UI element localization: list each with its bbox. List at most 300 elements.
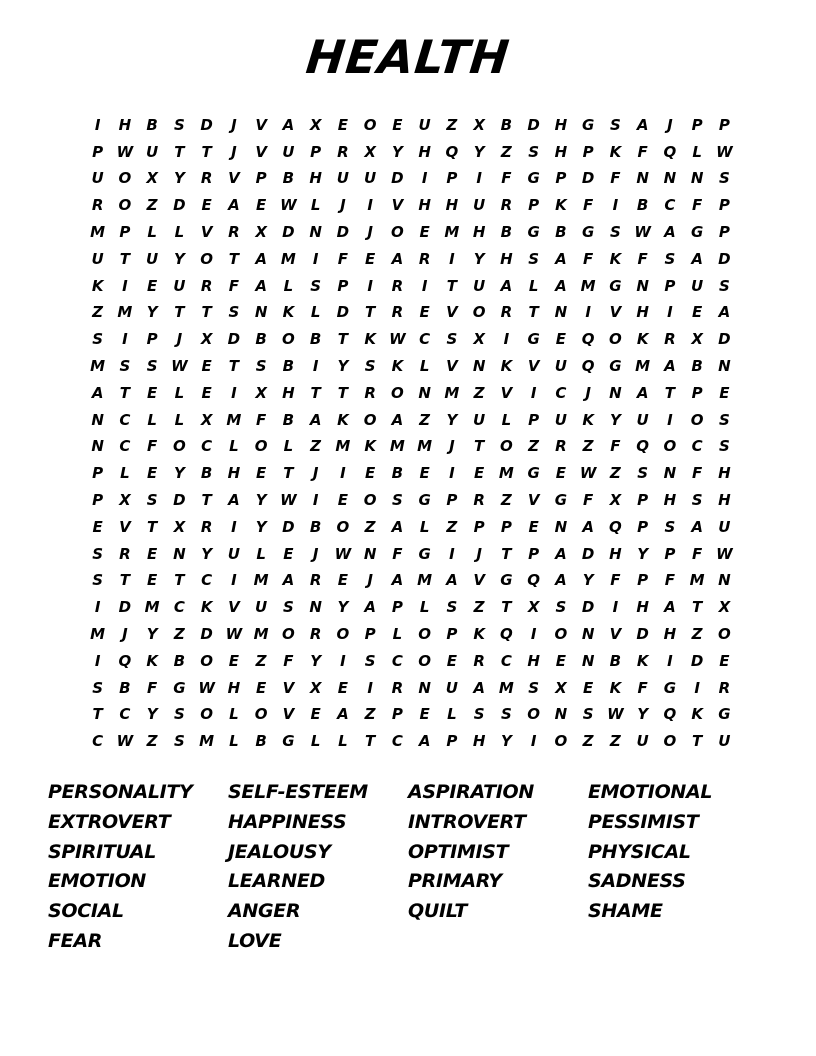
grid-letter[interactable]: Y [173, 464, 185, 483]
grid-letter[interactable]: H [227, 464, 241, 483]
grid-letter[interactable]: N [309, 223, 322, 242]
grid-letter[interactable]: E [337, 571, 348, 590]
grid-letter[interactable]: U [554, 410, 567, 429]
grid-letter[interactable]: K [500, 357, 513, 376]
grid-letter[interactable]: C [119, 410, 131, 429]
grid-letter[interactable]: E [337, 678, 348, 697]
grid-letter[interactable]: F [583, 249, 594, 268]
grid-letter[interactable]: P [92, 142, 104, 161]
grid-letter[interactable]: P [664, 276, 676, 295]
grid-letter[interactable]: Z [364, 705, 376, 724]
grid-letter[interactable]: S [228, 303, 240, 322]
grid-letter[interactable]: P [255, 169, 267, 188]
grid-letter[interactable]: A [228, 491, 240, 510]
grid-letter[interactable]: J [176, 330, 183, 349]
grid-letter[interactable]: P [718, 196, 730, 215]
grid-letter[interactable]: K [691, 705, 703, 724]
grid-letter[interactable]: I [449, 464, 455, 483]
grid-letter[interactable]: O [554, 732, 568, 751]
grid-letter[interactable]: N [581, 625, 595, 644]
grid-letter[interactable]: P [637, 491, 649, 510]
grid-letter[interactable]: M [417, 571, 433, 590]
grid-letter[interactable]: I [530, 383, 537, 402]
grid-letter[interactable]: I [667, 410, 673, 429]
grid-letter[interactable]: J [367, 571, 373, 590]
grid-letter[interactable]: X [200, 410, 213, 429]
grid-letter[interactable]: T [692, 598, 703, 617]
grid-letter[interactable]: D [581, 169, 595, 188]
grid-letter[interactable]: V [255, 115, 267, 134]
grid-letter[interactable]: A [391, 249, 404, 268]
grid-letter[interactable]: V [255, 142, 267, 161]
grid-letter[interactable]: X [309, 115, 322, 134]
grid-letter[interactable]: S [528, 249, 540, 268]
grid-letter[interactable]: C [119, 437, 131, 456]
grid-letter[interactable]: J [476, 544, 482, 563]
grid-letter[interactable]: P [637, 571, 649, 590]
grid-letter[interactable]: M [226, 410, 242, 429]
grid-letter[interactable]: C [664, 196, 676, 215]
grid-letter[interactable]: T [337, 383, 348, 402]
grid-letter[interactable]: N [91, 437, 104, 456]
grid-letter[interactable]: W [716, 544, 733, 563]
grid-letter[interactable]: Y [473, 142, 485, 161]
grid-letter[interactable]: W [579, 464, 597, 483]
grid-letter[interactable]: F [637, 678, 648, 697]
grid-letter[interactable]: W [116, 142, 134, 161]
grid-letter[interactable]: S [173, 705, 185, 724]
grid-letter[interactable]: A [691, 517, 703, 536]
grid-letter[interactable]: C [92, 732, 104, 751]
grid-letter[interactable]: F [501, 169, 512, 188]
grid-letter[interactable]: H [227, 678, 241, 697]
grid-letter[interactable]: B [255, 732, 267, 751]
grid-letter[interactable]: X [609, 491, 622, 510]
grid-letter[interactable]: Y [337, 598, 349, 617]
grid-letter[interactable]: O [200, 705, 213, 724]
grid-letter[interactable]: J [312, 464, 319, 483]
grid-letter[interactable]: A [337, 705, 349, 724]
grid-letter[interactable]: F [228, 276, 239, 295]
grid-letter[interactable]: A [636, 115, 649, 134]
grid-letter[interactable]: S [391, 491, 403, 510]
grid-letter[interactable]: O [336, 625, 350, 644]
grid-letter[interactable]: Z [446, 115, 458, 134]
grid-letter[interactable]: R [391, 276, 404, 295]
grid-letter[interactable]: U [227, 544, 240, 563]
grid-letter[interactable]: G [609, 357, 622, 376]
grid-letter[interactable]: B [309, 517, 322, 536]
grid-letter[interactable]: G [581, 223, 595, 242]
grid-letter[interactable]: T [228, 357, 239, 376]
grid-letter[interactable]: T [147, 517, 158, 536]
grid-letter[interactable]: R [500, 196, 513, 215]
grid-letter[interactable]: I [231, 383, 237, 402]
grid-letter[interactable]: B [555, 223, 567, 242]
grid-letter[interactable]: S [446, 598, 458, 617]
grid-letter[interactable]: F [637, 142, 648, 161]
grid-letter[interactable]: N [663, 169, 677, 188]
grid-letter[interactable]: R [200, 276, 213, 295]
grid-letter[interactable]: H [718, 491, 731, 510]
grid-letter[interactable]: S [364, 651, 376, 670]
grid-letter[interactable]: S [691, 491, 703, 510]
grid-letter[interactable]: N [472, 357, 486, 376]
grid-letter[interactable]: T [201, 142, 212, 161]
grid-letter[interactable]: E [365, 464, 376, 483]
grid-letter[interactable]: T [365, 303, 376, 322]
grid-letter[interactable]: S [664, 249, 676, 268]
grid-letter[interactable]: D [581, 598, 595, 617]
grid-letter[interactable]: N [636, 169, 649, 188]
grid-letter[interactable]: L [256, 544, 266, 563]
grid-letter[interactable]: B [391, 464, 404, 483]
grid-letter[interactable]: S [637, 464, 649, 483]
grid-letter[interactable]: I [94, 115, 101, 134]
grid-letter[interactable]: S [310, 276, 322, 295]
grid-letter[interactable]: V [391, 196, 404, 215]
grid-letter[interactable]: A [391, 571, 404, 590]
grid-letter[interactable]: M [389, 437, 405, 456]
grid-letter[interactable]: X [364, 142, 376, 161]
grid-letter[interactable]: Z [446, 517, 458, 536]
grid-letter[interactable]: D [718, 249, 731, 268]
grid-letter[interactable]: U [473, 196, 486, 215]
grid-letter[interactable]: T [337, 330, 348, 349]
grid-letter[interactable]: V [282, 705, 295, 724]
grid-letter[interactable]: O [527, 705, 540, 724]
grid-letter[interactable]: M [444, 223, 460, 242]
grid-letter[interactable]: U [91, 249, 104, 268]
grid-letter[interactable]: T [201, 303, 212, 322]
grid-letter[interactable]: E [555, 651, 566, 670]
grid-letter[interactable]: E [310, 705, 321, 724]
grid-letter[interactable]: Z [173, 625, 185, 644]
grid-letter[interactable]: D [118, 598, 132, 617]
grid-letter[interactable]: L [147, 410, 157, 429]
grid-letter[interactable]: U [146, 142, 159, 161]
grid-letter[interactable]: P [637, 517, 649, 536]
grid-letter[interactable]: N [418, 383, 431, 402]
grid-letter[interactable]: F [337, 249, 348, 268]
grid-letter[interactable]: M [498, 464, 514, 483]
grid-letter[interactable]: P [691, 115, 703, 134]
grid-letter[interactable]: M [498, 678, 514, 697]
grid-letter[interactable]: L [419, 357, 430, 376]
grid-letter[interactable]: K [582, 410, 594, 429]
grid-letter[interactable]: Y [146, 303, 158, 322]
grid-letter[interactable]: C [391, 651, 403, 670]
grid-letter[interactable]: E [147, 383, 158, 402]
grid-letter[interactable]: H [309, 169, 322, 188]
grid-letter[interactable]: E [365, 249, 376, 268]
grid-letter[interactable]: S [718, 410, 730, 429]
grid-letter[interactable]: E [256, 678, 267, 697]
grid-letter[interactable]: Y [391, 142, 403, 161]
grid-letter[interactable]: V [609, 303, 622, 322]
grid-letter[interactable]: L [229, 437, 239, 456]
grid-letter[interactable]: G [581, 115, 595, 134]
grid-letter[interactable]: P [310, 142, 322, 161]
grid-letter[interactable]: P [119, 223, 131, 242]
grid-letter[interactable]: P [582, 142, 594, 161]
grid-letter[interactable]: H [554, 115, 568, 134]
grid-letter[interactable]: E [337, 115, 348, 134]
grid-letter[interactable]: R [664, 330, 676, 349]
grid-letter[interactable]: K [636, 651, 649, 670]
grid-letter[interactable]: W [116, 732, 134, 751]
grid-letter[interactable]: O [690, 410, 704, 429]
grid-letter[interactable]: H [554, 142, 568, 161]
grid-letter[interactable]: W [607, 705, 624, 724]
grid-letter[interactable]: E [555, 330, 566, 349]
grid-letter[interactable]: A [664, 598, 676, 617]
grid-letter[interactable]: Y [146, 705, 158, 724]
grid-letter[interactable]: A [555, 571, 567, 590]
grid-letter[interactable]: W [634, 223, 651, 242]
grid-letter[interactable]: O [390, 383, 404, 402]
grid-letter[interactable]: T [446, 276, 457, 295]
grid-letter[interactable]: I [340, 651, 346, 670]
grid-letter[interactable]: G [554, 491, 568, 510]
grid-letter[interactable]: C [201, 437, 213, 456]
grid-letter[interactable]: Z [473, 383, 485, 402]
grid-letter[interactable]: M [117, 303, 133, 322]
grid-letter[interactable]: C [419, 330, 431, 349]
grid-letter[interactable]: U [636, 732, 649, 751]
grid-letter[interactable]: U [255, 598, 268, 617]
grid-letter[interactable]: W [716, 142, 733, 161]
grid-letter[interactable]: G [527, 464, 540, 483]
grid-letter[interactable]: B [500, 223, 513, 242]
grid-letter[interactable]: Z [609, 464, 621, 483]
grid-letter[interactable]: I [476, 169, 482, 188]
grid-letter[interactable]: K [282, 303, 295, 322]
grid-letter[interactable]: Z [255, 651, 267, 670]
grid-letter[interactable]: E [419, 464, 430, 483]
grid-letter[interactable]: R [91, 196, 104, 215]
grid-letter[interactable]: S [718, 169, 730, 188]
grid-letter[interactable]: U [636, 410, 649, 429]
grid-letter[interactable]: C [391, 732, 403, 751]
grid-letter[interactable]: C [173, 598, 185, 617]
grid-letter[interactable]: Y [310, 651, 322, 670]
grid-letter[interactable]: D [282, 223, 295, 242]
grid-letter[interactable]: G [718, 705, 731, 724]
grid-letter[interactable]: N [254, 303, 268, 322]
grid-letter[interactable]: A [418, 732, 431, 751]
grid-letter[interactable]: P [555, 169, 567, 188]
grid-letter[interactable]: K [337, 410, 349, 429]
grid-letter[interactable]: S [92, 330, 104, 349]
grid-letter[interactable]: E [419, 705, 430, 724]
grid-letter[interactable]: V [527, 491, 540, 510]
grid-letter[interactable]: F [692, 196, 703, 215]
grid-letter[interactable]: Z [582, 437, 594, 456]
grid-letter[interactable]: D [391, 169, 404, 188]
grid-letter[interactable]: L [147, 223, 157, 242]
grid-letter[interactable]: M [444, 383, 460, 402]
grid-letter[interactable]: H [609, 544, 622, 563]
grid-letter[interactable]: L [174, 223, 185, 242]
grid-letter[interactable]: V [119, 517, 131, 536]
grid-letter[interactable]: A [364, 598, 376, 617]
grid-letter[interactable]: A [555, 276, 567, 295]
grid-letter[interactable]: I [503, 330, 510, 349]
grid-letter[interactable]: J [312, 544, 319, 563]
grid-letter[interactable]: R [391, 303, 404, 322]
grid-letter[interactable]: Z [500, 142, 512, 161]
grid-letter[interactable]: N [636, 276, 649, 295]
grid-letter[interactable]: I [122, 330, 128, 349]
grid-letter[interactable]: U [554, 357, 567, 376]
grid-letter[interactable]: B [609, 651, 622, 670]
grid-letter[interactable]: I [231, 571, 237, 590]
grid-letter[interactable]: B [282, 357, 295, 376]
grid-letter[interactable]: P [391, 598, 403, 617]
grid-letter[interactable]: X [255, 223, 267, 242]
grid-letter[interactable]: B [500, 115, 513, 134]
grid-letter[interactable]: S [92, 571, 104, 590]
grid-letter[interactable]: G [173, 678, 186, 697]
grid-letter[interactable]: K [91, 276, 104, 295]
grid-letter[interactable]: E [92, 517, 103, 536]
grid-letter[interactable]: O [200, 651, 213, 670]
grid-letter[interactable]: W [389, 330, 406, 349]
grid-letter[interactable]: I [449, 249, 455, 268]
grid-letter[interactable]: B [200, 464, 213, 483]
grid-letter[interactable]: K [364, 330, 376, 349]
grid-letter[interactable]: L [419, 517, 430, 536]
grid-letter[interactable]: U [146, 249, 159, 268]
grid-letter[interactable]: I [367, 276, 373, 295]
grid-letter[interactable]: O [418, 651, 431, 670]
grid-letter[interactable]: E [147, 571, 158, 590]
grid-letter[interactable]: P [446, 625, 458, 644]
grid-letter[interactable]: T [365, 732, 376, 751]
grid-letter[interactable]: R [228, 223, 240, 242]
grid-letter[interactable]: N [718, 357, 731, 376]
grid-letter[interactable]: D [336, 223, 350, 242]
grid-letter[interactable]: E [201, 383, 212, 402]
grid-letter[interactable]: X [718, 598, 731, 617]
grid-letter[interactable]: O [118, 196, 132, 215]
grid-letter[interactable]: O [281, 330, 295, 349]
grid-letter[interactable]: F [610, 169, 621, 188]
grid-letter[interactable]: T [201, 491, 212, 510]
grid-letter[interactable]: E [719, 651, 730, 670]
grid-letter[interactable]: F [637, 249, 648, 268]
grid-letter[interactable]: Q [636, 437, 649, 456]
grid-letter[interactable]: J [231, 115, 237, 134]
grid-letter[interactable]: C [119, 705, 131, 724]
grid-letter[interactable]: X [119, 491, 131, 510]
grid-letter[interactable]: X [173, 517, 186, 536]
grid-letter[interactable]: B [691, 357, 703, 376]
grid-letter[interactable]: O [418, 625, 431, 644]
grid-letter[interactable]: N [690, 169, 704, 188]
grid-letter[interactable]: P [691, 383, 703, 402]
grid-letter[interactable]: A [718, 303, 731, 322]
grid-letter[interactable]: P [337, 276, 349, 295]
grid-letter[interactable]: D [173, 491, 186, 510]
grid-letter[interactable]: R [364, 383, 376, 402]
grid-letter[interactable]: P [92, 491, 104, 510]
grid-letter[interactable]: B [255, 330, 267, 349]
grid-letter[interactable]: E [419, 303, 430, 322]
grid-letter[interactable]: O [254, 437, 268, 456]
grid-letter[interactable]: I [367, 196, 373, 215]
grid-letter[interactable]: T [310, 383, 321, 402]
grid-letter[interactable]: Y [255, 491, 267, 510]
grid-letter[interactable]: N [91, 410, 104, 429]
grid-letter[interactable]: J [585, 383, 591, 402]
grid-letter[interactable]: G [609, 276, 622, 295]
grid-letter[interactable]: A [473, 678, 485, 697]
grid-letter[interactable]: N [554, 517, 568, 536]
grid-letter[interactable]: B [119, 678, 131, 697]
grid-letter[interactable]: I [585, 303, 591, 322]
grid-letter[interactable]: G [527, 169, 540, 188]
grid-letter[interactable]: D [636, 625, 649, 644]
grid-letter[interactable]: L [692, 142, 702, 161]
grid-letter[interactable]: E [201, 196, 212, 215]
grid-letter[interactable]: A [500, 276, 513, 295]
grid-letter[interactable]: M [280, 249, 296, 268]
grid-letter[interactable]: M [199, 732, 215, 751]
grid-letter[interactable]: Z [419, 410, 431, 429]
grid-letter[interactable]: R [473, 491, 485, 510]
grid-letter[interactable]: K [200, 598, 213, 617]
grid-letter[interactable]: H [472, 732, 486, 751]
grid-letter[interactable]: H [500, 249, 513, 268]
grid-letter[interactable]: P [500, 517, 512, 536]
grid-letter[interactable]: E [528, 517, 539, 536]
grid-letter[interactable]: K [391, 357, 404, 376]
grid-letter[interactable]: X [527, 598, 540, 617]
grid-letter[interactable]: H [527, 651, 540, 670]
grid-letter[interactable]: A [309, 410, 322, 429]
grid-letter[interactable]: I [367, 678, 373, 697]
grid-letter[interactable]: N [418, 678, 431, 697]
grid-letter[interactable]: N [663, 464, 677, 483]
grid-letter[interactable]: Z [310, 437, 322, 456]
grid-letter[interactable]: F [610, 437, 621, 456]
grid-letter[interactable]: F [283, 651, 294, 670]
grid-letter[interactable]: G [282, 732, 295, 751]
grid-letter[interactable]: S [92, 544, 104, 563]
grid-letter[interactable]: F [583, 491, 594, 510]
grid-letter[interactable]: O [499, 437, 513, 456]
grid-letter[interactable]: O [472, 303, 486, 322]
grid-letter[interactable]: T [92, 705, 103, 724]
grid-letter[interactable]: Q [608, 517, 622, 536]
grid-letter[interactable]: K [609, 142, 622, 161]
grid-letter[interactable]: D [227, 330, 241, 349]
grid-letter[interactable]: O [118, 169, 132, 188]
grid-letter[interactable]: E [555, 464, 566, 483]
grid-letter[interactable]: T [119, 249, 130, 268]
grid-letter[interactable]: O [172, 437, 186, 456]
grid-letter[interactable]: Y [255, 517, 267, 536]
grid-letter[interactable]: Z [364, 517, 376, 536]
grid-letter[interactable]: S [364, 357, 376, 376]
grid-letter[interactable]: Y [173, 249, 185, 268]
grid-letter[interactable]: R [418, 249, 431, 268]
grid-letter[interactable]: S [500, 705, 512, 724]
grid-letter[interactable]: A [255, 276, 267, 295]
grid-letter[interactable]: R [391, 678, 404, 697]
